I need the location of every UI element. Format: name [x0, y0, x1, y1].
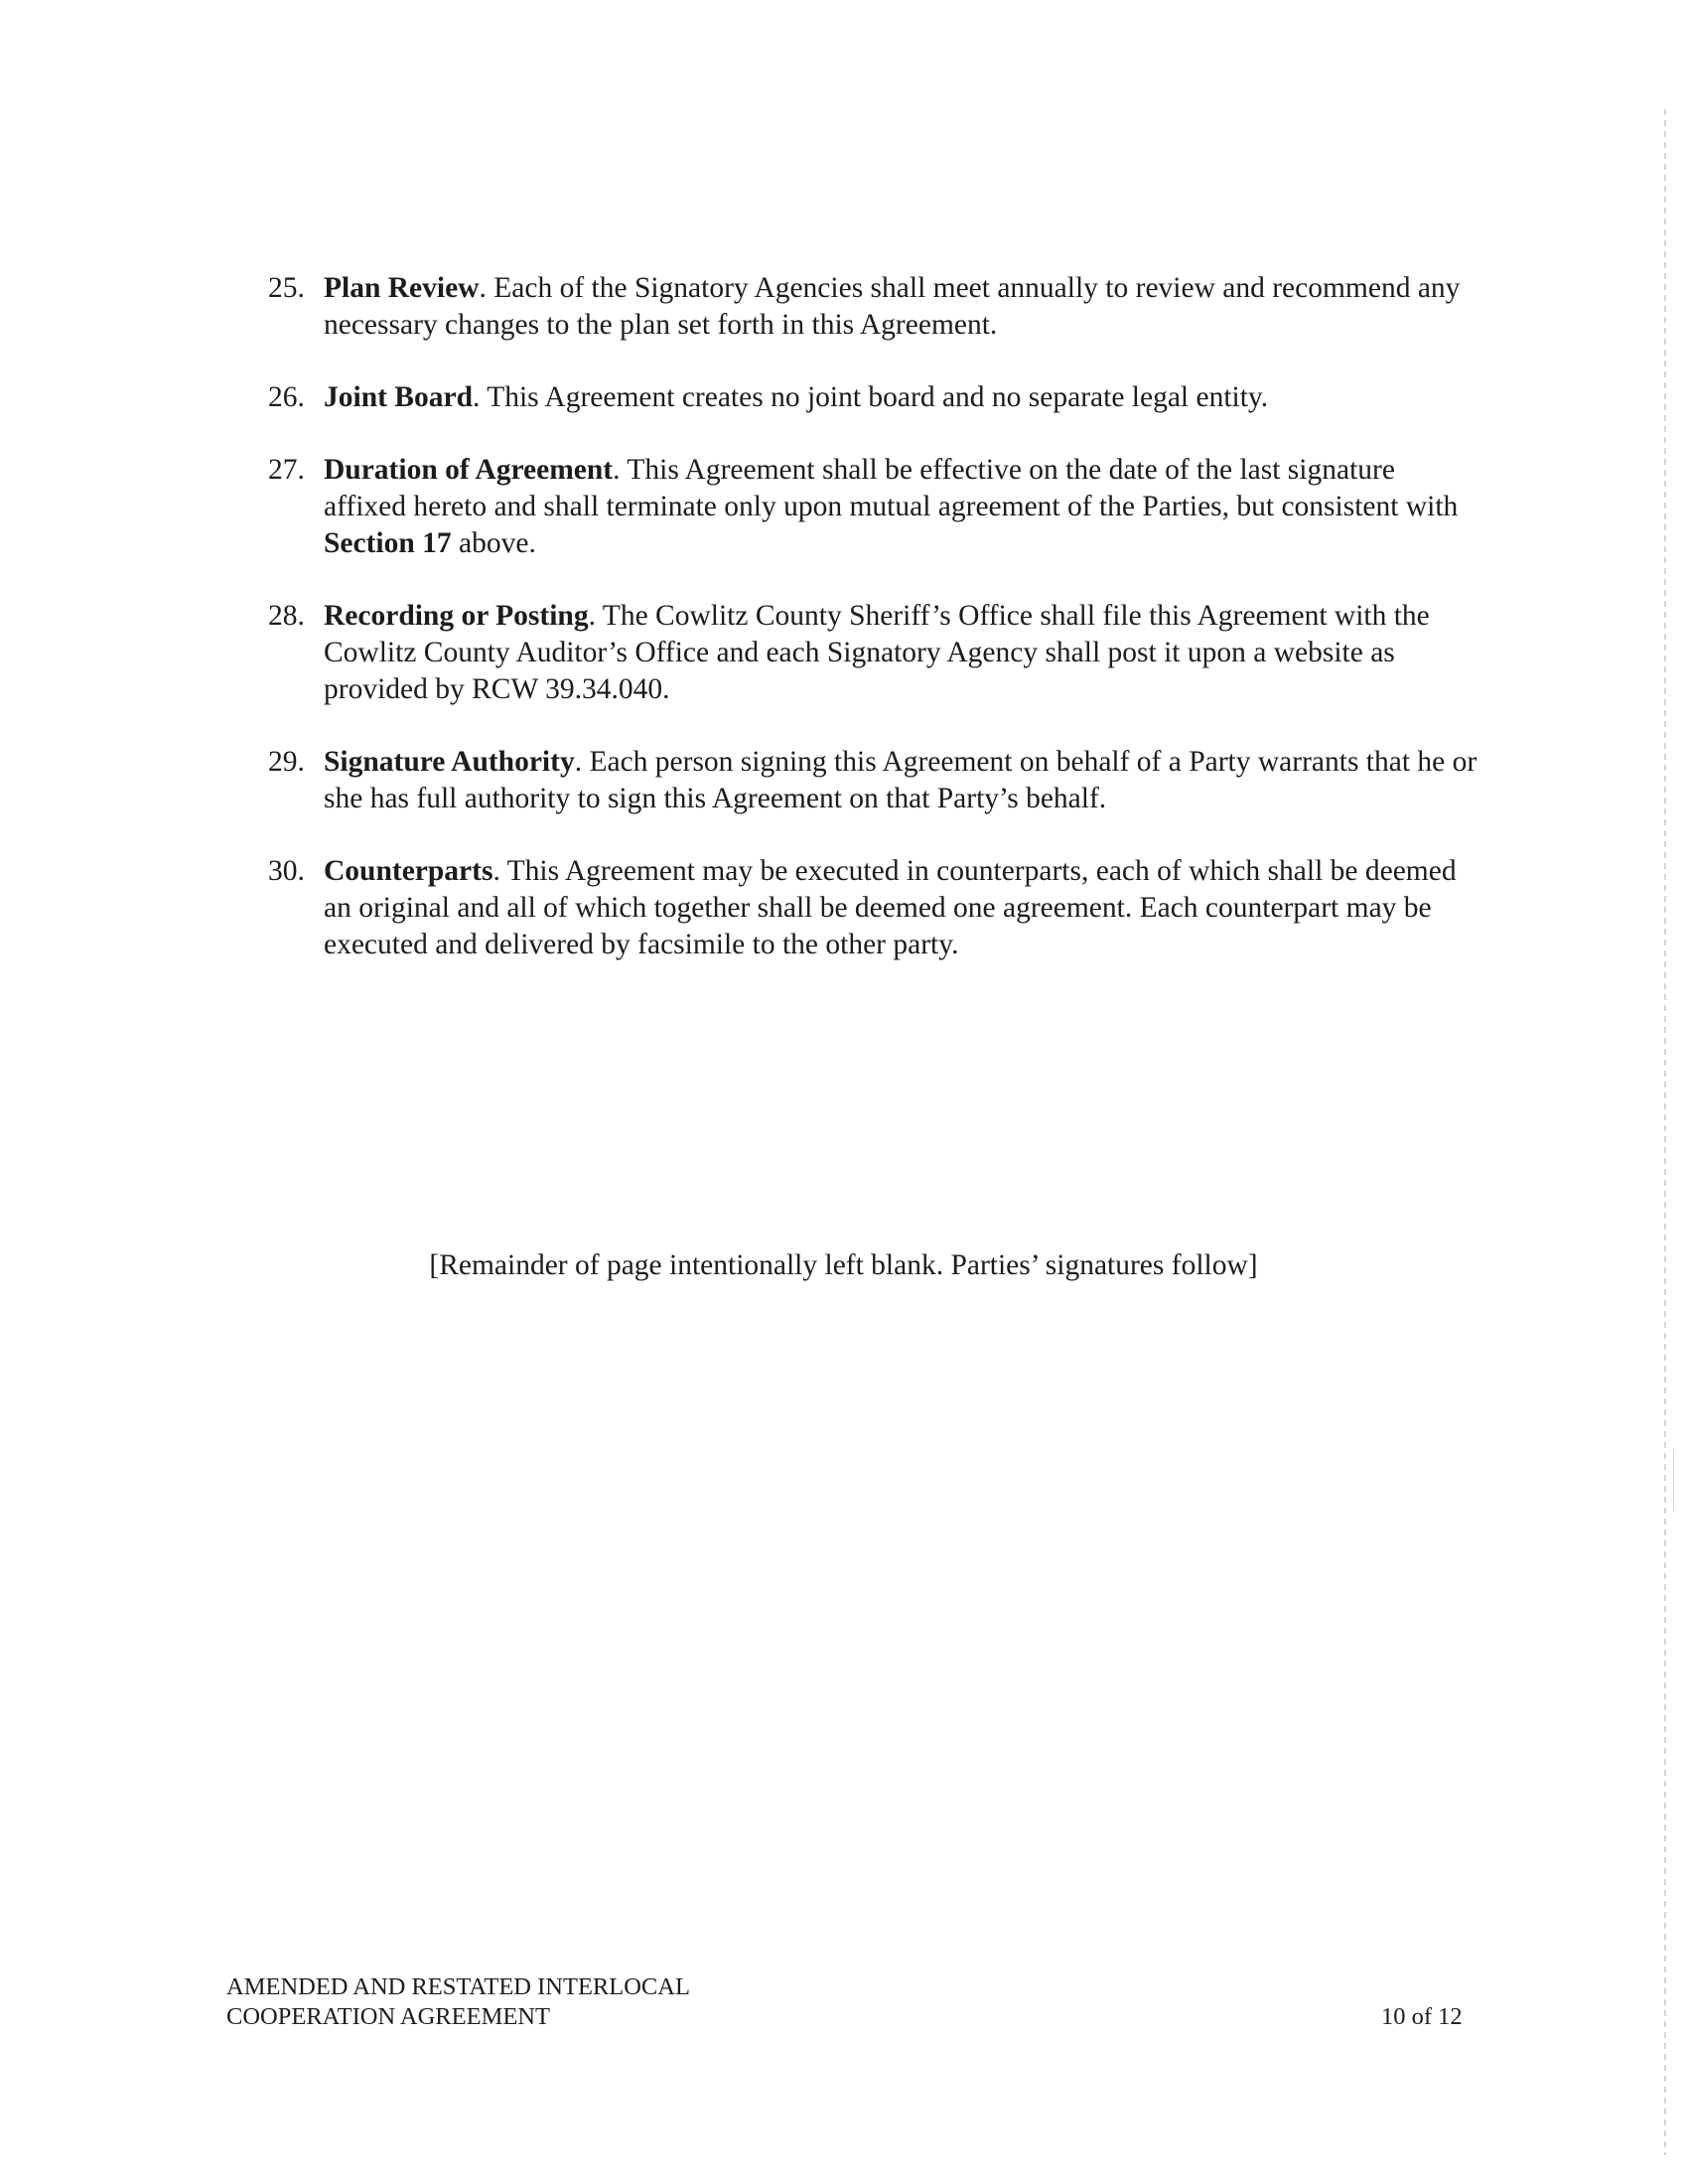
section-27: [268, 452, 1479, 562]
section-heading: Duration of Agreement: [324, 454, 614, 486]
section-body: . This Agreement may be executed in counterparts, each of which shall be deemed an original and all of which together shall be deemed one agreement. Each counterpart may be executed and delivered by facsimile to the other party.: [324, 855, 1457, 960]
section-body: . This Agreement shall be effective on the date of the last signature affixed hereto and shall terminate only upon mutual agreement of the Parties, but consistent with: [324, 454, 1459, 522]
section-body: . Each of the Signatory Agencies shall meet annually to review and recommend any necessary changes to the plan set forth in this Agreement.: [324, 272, 1461, 341]
section-body: . The Cowlitz County Sheriff’s Office shall file this Agreement with the Cowlitz County Auditor’s Office and each Signatory Agency shall post it upon a website as provided by RCW 39.34.040.: [324, 600, 1430, 705]
section-number: 26.: [268, 381, 305, 413]
section-30: [268, 853, 1479, 963]
section-reference: Section 17: [324, 527, 452, 559]
section-list: [268, 270, 1479, 999]
scan-edge-mark: [1673, 1450, 1674, 1510]
section-heading: Plan Review: [324, 272, 480, 304]
section-number: 29.: [268, 746, 305, 778]
page-number: 10 of 12: [1381, 2003, 1463, 2030]
footer-line-1: AMENDED AND RESTATED INTERLOCAL: [226, 1973, 690, 2000]
section-29: [268, 744, 1479, 817]
remainder-note: [Remainder of page intentionally left blank. Parties’ signatures follow]: [429, 1249, 1258, 1281]
section-number: 27.: [268, 454, 305, 486]
section-heading: Signature Authority: [324, 746, 575, 778]
section-body-end: above.: [451, 527, 536, 559]
section-heading: Joint Board: [324, 381, 473, 413]
section-26: [268, 379, 1479, 416]
section-28: [268, 598, 1479, 708]
section-heading: Counterparts: [324, 855, 493, 887]
footer-line-2: COOPERATION AGREEMENT: [226, 2003, 550, 2030]
section-number: 28.: [268, 600, 305, 632]
section-heading: Recording or Posting: [324, 600, 589, 632]
section-25: [268, 270, 1479, 344]
section-number: 30.: [268, 855, 305, 887]
section-body: . Each person signing this Agreement on behalf of a Party warrants that he or she has full authority to sign this Agreement on that Party’s behalf.: [324, 746, 1477, 814]
section-number: 25.: [268, 272, 305, 304]
footer-title: [226, 1972, 690, 2032]
section-body: . This Agreement creates no joint board and no separate legal entity.: [472, 381, 1269, 413]
scan-edge-artifact: [1664, 109, 1666, 2155]
